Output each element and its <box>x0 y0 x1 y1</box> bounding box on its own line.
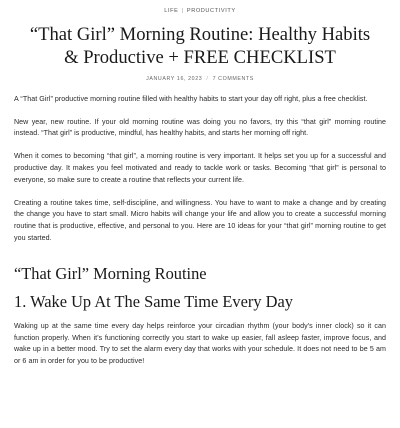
post-date: JANUARY 16, 2023 <box>146 76 203 82</box>
post-categories <box>14 0 386 18</box>
comments-link[interactable]: 7 COMMENTS <box>212 76 254 82</box>
category-link-life[interactable]: LIFE <box>164 8 179 14</box>
body-paragraph: New year, new routine. If your old morning routine was doing you no favors, try this “that girl” morning routine instead. “That girl” is productive, mindful, has healthy habits, and starts her morning off right. <box>14 117 386 138</box>
section-heading: “That Girl” Morning Routine <box>14 264 207 284</box>
post-meta <box>14 76 386 84</box>
category-separator: | <box>181 8 184 14</box>
item-paragraph: Waking up at the same time every day helps reinforce your circadian rhythm (your body’s inner clock) so it can function properly. When it’s functioning correctly you start to wake up easier, fall asleep faster, improve focus, and wake up in a better mood. Try to set the alarm every day that works with your schedule. It does not need to be 5 am or 6 am in order for you to be productive! <box>14 322 386 365</box>
intro-paragraph: A “That Girl” productive morning routine filled with healthy habits to start your day off right, plus a free checklist. <box>14 95 368 103</box>
post-title: “That Girl” Morning Routine: Healthy Habits & Productive + FREE CHECKLIST <box>29 24 371 68</box>
category-link-productivity[interactable]: PRODUCTIVITY <box>186 8 236 14</box>
body-paragraph: Creating a routine takes time, self-discipline, and willingness. You have to want to make a change and by creating the change you have to start small. Micro habits will change your life and allow you to create a successful morning routine that is productive, effective, and personal to you. Here are 10 ideas for your “that girl” morning routine to get you started. <box>14 198 386 242</box>
body-paragraph: When it comes to becoming “that girl”, a morning routine is very important. It helps set you up for a successful and productive day. It makes you feel motivated and ready to tackle work or tasks. Becoming “that girl” is personal to everyone, so make sure to create a routine that reflects your current life. <box>14 152 386 184</box>
meta-separator: / <box>206 76 209 82</box>
item-heading: 1. Wake Up At The Same Time Every Day <box>14 292 293 312</box>
post-content <box>14 94 386 368</box>
